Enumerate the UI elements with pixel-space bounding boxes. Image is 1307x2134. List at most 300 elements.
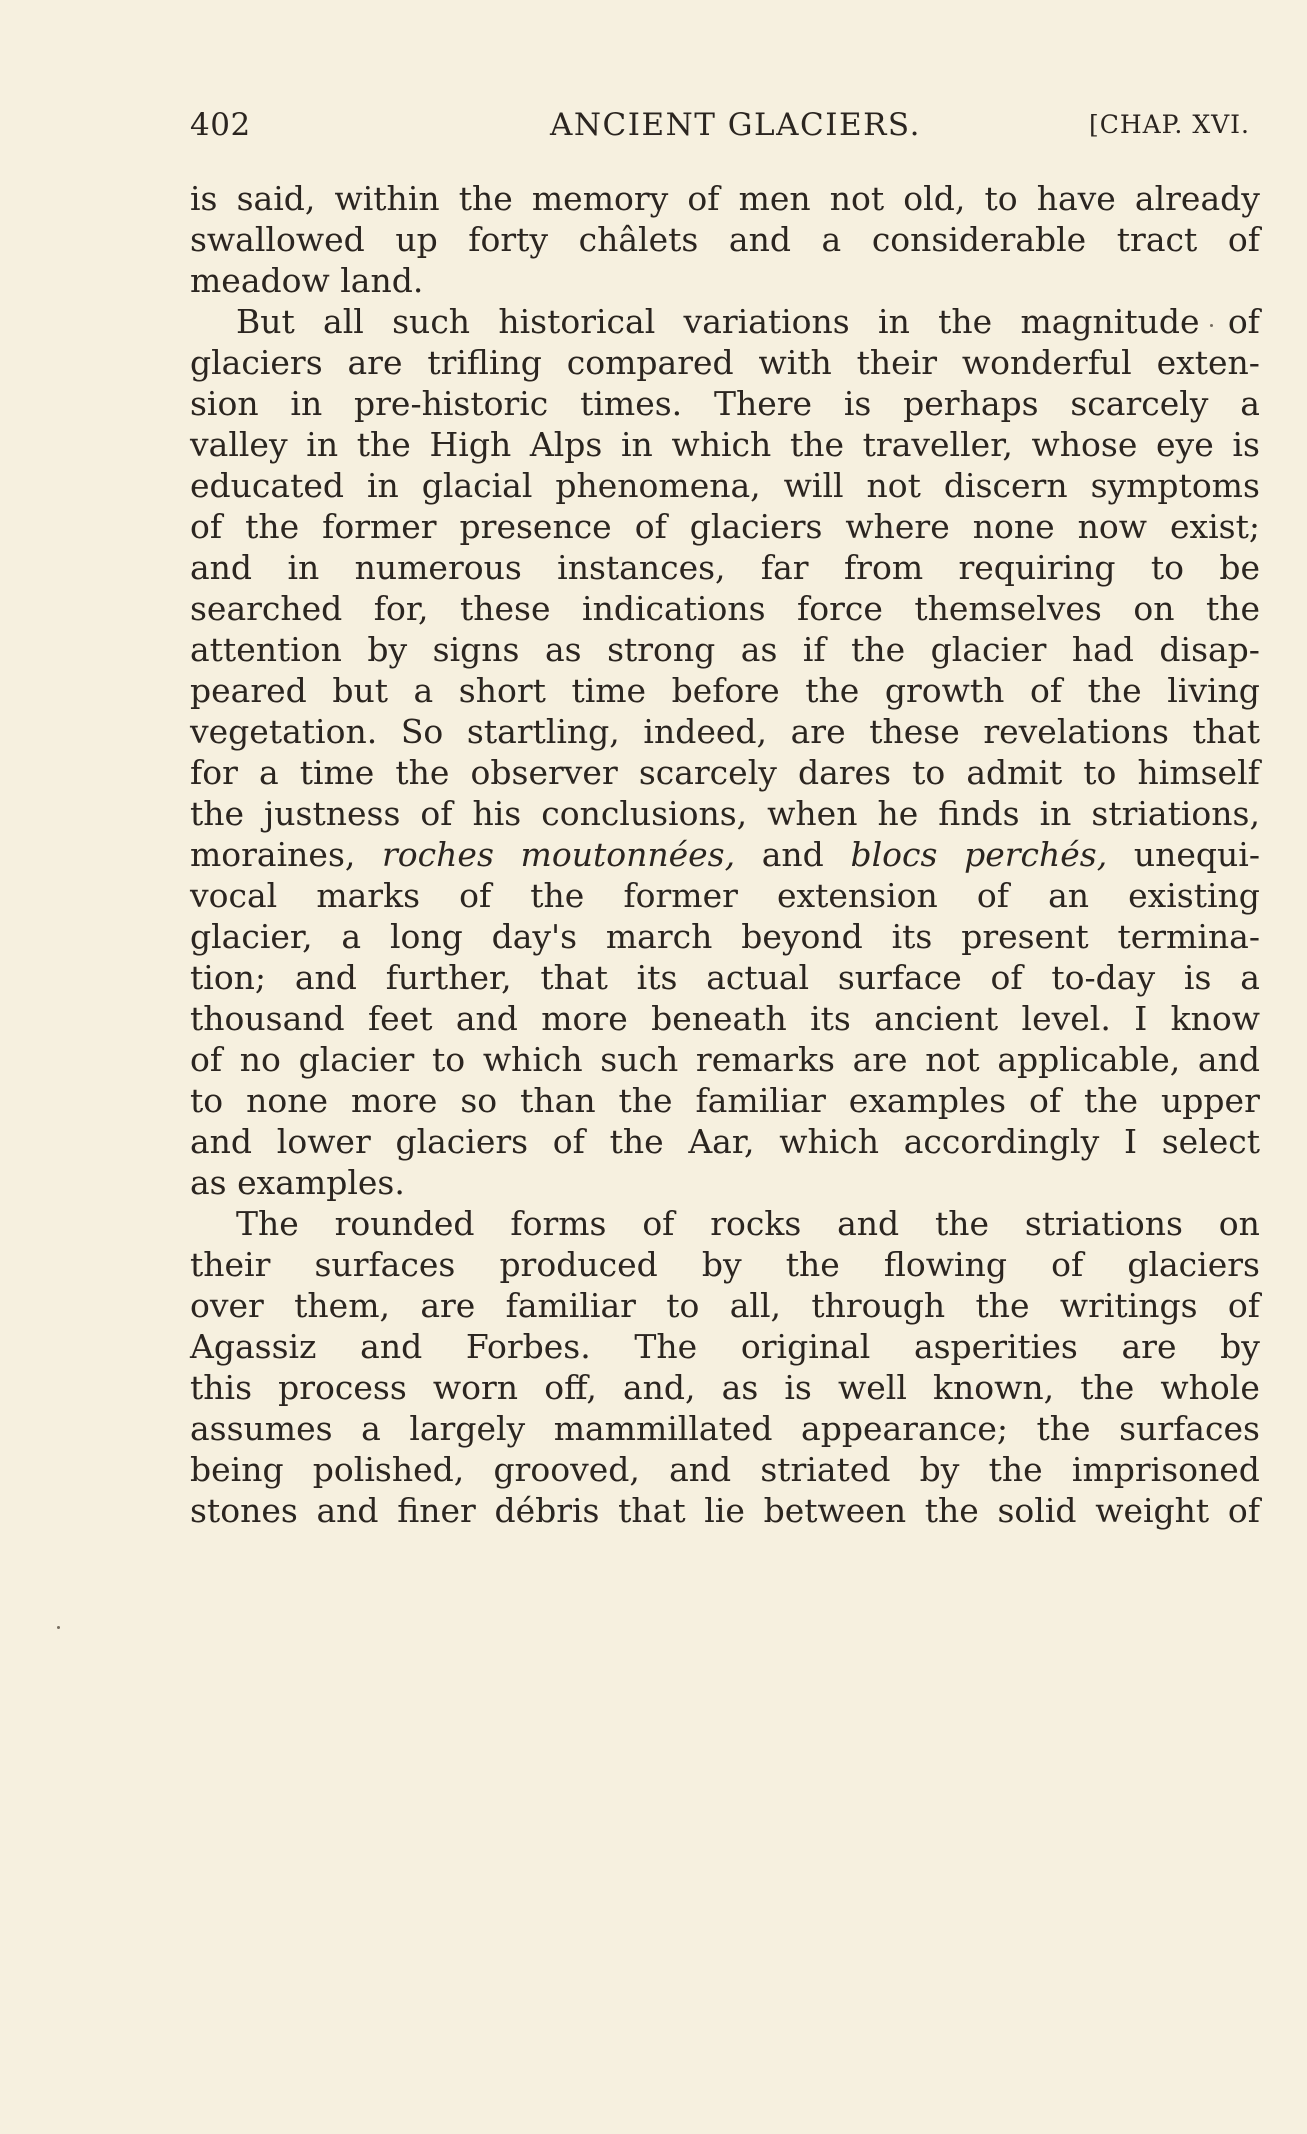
text-word: actual xyxy=(706,958,810,997)
text-word: whose xyxy=(1031,425,1138,464)
text-word: glacier, xyxy=(190,917,313,956)
text-word: and xyxy=(316,1491,379,1530)
text-word: perhaps xyxy=(903,384,1039,423)
text-word: meadow xyxy=(190,261,341,300)
text-word: numerous xyxy=(354,548,522,587)
text-word: the xyxy=(851,630,906,669)
text-word: is xyxy=(1232,425,1260,464)
text-word: asperities xyxy=(913,1327,1078,1366)
text-word: of xyxy=(642,1204,675,1243)
text-word: termina- xyxy=(1117,917,1260,956)
text-word: of xyxy=(990,958,1023,997)
text-word: in xyxy=(287,548,320,587)
text-word: dares xyxy=(797,753,892,792)
text-word: presence xyxy=(459,507,612,546)
text-word: débris xyxy=(494,1491,600,1530)
text-word: know xyxy=(1170,999,1260,1038)
text-word: the xyxy=(1087,671,1142,710)
text-word: between xyxy=(763,1491,907,1530)
text-word: them, xyxy=(294,1286,390,1325)
text-word: familiar xyxy=(695,1081,826,1120)
text-word: none xyxy=(246,1081,328,1120)
text-word: requiring xyxy=(958,548,1116,587)
text-word: in xyxy=(290,384,323,423)
text-word: a xyxy=(258,753,279,792)
text-word: and xyxy=(1197,1040,1260,1079)
text-word: not xyxy=(866,466,921,505)
text-word: of xyxy=(634,507,667,546)
text-word: vegetation. xyxy=(190,712,378,751)
text-word: pre-historic xyxy=(354,384,549,423)
text-word: ancient xyxy=(874,999,999,1038)
text-word: observer xyxy=(470,753,618,792)
text-word: the xyxy=(975,1286,1030,1325)
text-word: if xyxy=(802,630,826,669)
text-word: original xyxy=(740,1327,871,1366)
text-word: a xyxy=(821,220,842,259)
text-word: grooved, xyxy=(493,1450,640,1489)
text-word: surfaces xyxy=(314,1245,456,1284)
text-word: are xyxy=(790,712,846,751)
page-number: 402 xyxy=(190,107,251,143)
text-word: imprisoned xyxy=(1071,1450,1260,1489)
text-word: to-day xyxy=(1051,958,1156,997)
text-word: former xyxy=(623,876,738,915)
text-word: not xyxy=(829,179,885,218)
text-word: glacier xyxy=(298,1040,415,1079)
text-word: and xyxy=(728,220,791,259)
text-word: châlets xyxy=(578,220,699,259)
text-word: up xyxy=(395,220,438,259)
text-word: are xyxy=(347,343,403,382)
text-word: wonderful xyxy=(961,343,1132,382)
text-word: more xyxy=(350,1081,438,1120)
text-word: now xyxy=(1077,507,1147,546)
text-word: applicable, xyxy=(997,1040,1181,1079)
text-word: traveller, xyxy=(862,425,1013,464)
text-word: the xyxy=(988,1450,1043,1489)
text-word: thousand xyxy=(190,999,345,1038)
text-word: in xyxy=(366,466,399,505)
text-word: glacial xyxy=(421,466,533,505)
text-word: indeed, xyxy=(643,712,768,751)
text-word: polished, xyxy=(312,1450,465,1489)
text-word: on xyxy=(1218,1204,1260,1243)
text-word: Alps xyxy=(529,425,603,464)
text-word: far xyxy=(760,548,809,587)
text-word: the xyxy=(458,179,513,218)
text-word: to xyxy=(912,753,946,792)
text-word: old, xyxy=(903,179,966,218)
text-word: valley xyxy=(190,425,288,464)
text-word: in xyxy=(306,425,339,464)
running-title: ANCIENT GLACIERS. xyxy=(550,107,921,143)
text-word: to xyxy=(1083,753,1117,792)
text-word: their xyxy=(190,1245,271,1284)
text-word: blocs xyxy=(850,835,938,874)
text-word: of xyxy=(1227,1491,1260,1530)
text-word: of xyxy=(976,876,1009,915)
text-word: But xyxy=(236,302,295,341)
text-word: trifling xyxy=(427,343,542,382)
text-word: admit xyxy=(966,753,1063,792)
text-word: stones xyxy=(190,1491,298,1530)
text-word: with xyxy=(758,343,832,382)
text-word: Aar, xyxy=(688,1122,755,1161)
text-word: surface xyxy=(837,958,962,997)
text-word: I xyxy=(1134,999,1148,1038)
text-word: swallowed xyxy=(190,220,365,259)
text-word: and xyxy=(294,958,357,997)
scan-speck xyxy=(1210,324,1213,327)
text-word: themselves xyxy=(914,589,1102,628)
text-word: all, xyxy=(729,1286,781,1325)
text-word: its xyxy=(891,917,933,956)
text-word: to xyxy=(190,1081,224,1120)
text-word: none xyxy=(972,507,1055,546)
text-word: the xyxy=(789,425,844,464)
text-word: which xyxy=(671,425,772,464)
text-word: of xyxy=(420,794,453,833)
text-word: are xyxy=(1121,1327,1177,1366)
text-word: but xyxy=(332,671,388,710)
text-word: be xyxy=(1219,548,1260,587)
text-word: as xyxy=(190,1163,238,1202)
text-word: vocal xyxy=(190,876,278,915)
text-word: its xyxy=(636,958,678,997)
text-word: growth xyxy=(884,671,1005,710)
text-word: level. xyxy=(1021,999,1111,1038)
text-word: of xyxy=(1227,1286,1260,1325)
text-word: day's xyxy=(491,917,578,956)
text-word: perchés, xyxy=(964,835,1108,874)
text-word: lower xyxy=(276,1122,371,1161)
text-word: the xyxy=(805,671,860,710)
text-word: and xyxy=(190,1122,253,1161)
text-word: beneath xyxy=(651,999,787,1038)
text-word: striations xyxy=(1024,1204,1183,1243)
text-word: moutonnées, xyxy=(520,835,736,874)
text-word: glaciers xyxy=(395,1122,529,1161)
text-word: in xyxy=(878,302,910,341)
text-word: sion xyxy=(190,384,259,423)
text-word: through xyxy=(811,1286,946,1325)
text-word: tract xyxy=(1116,220,1198,259)
text-word: to xyxy=(431,1040,466,1079)
text-word: land. xyxy=(340,261,424,300)
text-word: all xyxy=(323,302,364,341)
text-word: The xyxy=(236,1204,299,1243)
text-word: men xyxy=(738,179,811,218)
text-word: of xyxy=(190,1040,223,1079)
text-word: the xyxy=(924,1491,979,1530)
text-word: Forbes. xyxy=(465,1327,591,1366)
text-word: extension xyxy=(776,876,938,915)
text-word: is xyxy=(784,1368,812,1407)
text-word: that xyxy=(618,1491,686,1530)
text-word: a xyxy=(1240,384,1260,423)
text-word: these xyxy=(869,712,960,751)
text-word: from xyxy=(843,548,924,587)
text-word: former xyxy=(322,507,437,546)
text-word: long xyxy=(389,917,463,956)
text-word: tion; xyxy=(190,958,267,997)
text-word: within xyxy=(334,179,440,218)
text-word: have xyxy=(1036,179,1116,218)
text-word: are xyxy=(852,1040,908,1079)
text-word: educated xyxy=(190,466,344,505)
text-word: present xyxy=(961,917,1089,956)
text-word: a xyxy=(413,671,434,710)
text-word: indications xyxy=(582,589,766,628)
text-word: magnitude xyxy=(1020,302,1200,341)
text-word: of xyxy=(1227,302,1260,341)
text-word: over xyxy=(190,1286,264,1325)
text-word: scarcely xyxy=(1070,384,1209,423)
text-word: the xyxy=(938,302,993,341)
text-word: is xyxy=(843,384,872,423)
text-word: said, xyxy=(236,179,316,218)
text-word: the xyxy=(356,425,411,464)
text-word: of xyxy=(459,876,492,915)
text-word: to xyxy=(1150,548,1184,587)
text-word: no xyxy=(239,1040,281,1079)
text-word: examples xyxy=(848,1081,1007,1120)
text-word: revelations xyxy=(983,712,1169,751)
text-word: the xyxy=(609,1122,664,1161)
text-word: than xyxy=(520,1081,596,1120)
text-word: glaciers xyxy=(190,343,323,382)
text-word: forty xyxy=(468,220,549,259)
text-word: the xyxy=(190,794,245,833)
text-word: moraines, xyxy=(190,835,356,874)
scan-speck xyxy=(57,1626,60,1629)
text-word: are xyxy=(420,1286,476,1325)
page-header xyxy=(190,100,1260,150)
text-word: living xyxy=(1167,671,1260,710)
text-word: of xyxy=(1029,671,1063,710)
text-word: his xyxy=(472,794,522,833)
text-word: time xyxy=(571,671,647,710)
text-word: such xyxy=(600,1040,679,1079)
text-word: by xyxy=(919,1450,960,1489)
text-word: upper xyxy=(1161,1081,1260,1120)
text-word: familiar xyxy=(505,1286,636,1325)
text-word: So xyxy=(400,712,444,751)
text-line xyxy=(190,1482,1260,1539)
text-word: finer xyxy=(397,1491,476,1530)
text-word: finds xyxy=(938,794,1020,833)
text-word: and xyxy=(190,548,253,587)
text-word: weight xyxy=(1095,1491,1210,1530)
text-word: instances, xyxy=(557,548,726,587)
text-word: more xyxy=(541,999,628,1038)
text-word: by xyxy=(701,1245,742,1284)
text-word: for, xyxy=(373,589,429,628)
text-word: memory xyxy=(531,179,669,218)
text-word: marks xyxy=(316,876,421,915)
text-word: as xyxy=(740,630,778,669)
text-word: these xyxy=(460,589,551,628)
text-word: time xyxy=(299,753,375,792)
text-word: and xyxy=(761,835,824,874)
text-word: the xyxy=(935,1204,990,1243)
text-word: that xyxy=(540,958,608,997)
text-word: glaciers xyxy=(1127,1245,1260,1284)
text-word: discern xyxy=(943,466,1068,505)
text-word: of xyxy=(552,1122,585,1161)
text-word: such xyxy=(392,302,471,341)
text-word: of xyxy=(1227,220,1260,259)
text-word: flowing xyxy=(883,1245,1007,1284)
text-word: the xyxy=(785,1245,840,1284)
text-word: already xyxy=(1134,179,1260,218)
text-word: conclusions, xyxy=(541,794,748,833)
chapter-reference: [CHAP. XVI. xyxy=(1088,110,1250,139)
text-word: the xyxy=(530,876,585,915)
text-word: startling, xyxy=(466,712,620,751)
text-word: the xyxy=(1205,589,1260,628)
text-word: striations, xyxy=(1091,794,1260,833)
text-word: examples. xyxy=(237,1163,405,1202)
text-word: to xyxy=(666,1286,700,1325)
text-word: symptoms xyxy=(1090,466,1260,505)
text-word: to xyxy=(984,179,1018,218)
text-word: by xyxy=(367,630,408,669)
text-word: exten- xyxy=(1156,343,1260,382)
text-word: the xyxy=(1084,1081,1139,1120)
text-word: force xyxy=(797,589,883,628)
text-word: exist; xyxy=(1169,507,1260,546)
text-word: which xyxy=(482,1040,583,1079)
text-word: remarks xyxy=(695,1040,835,1079)
text-word: in xyxy=(1039,794,1072,833)
text-word: of xyxy=(687,179,720,218)
text-word: mammillated xyxy=(553,1409,773,1448)
text-word: march xyxy=(605,917,713,956)
text-word: forms xyxy=(510,1204,607,1243)
text-word: a xyxy=(341,917,362,956)
text-word: The xyxy=(634,1327,698,1366)
text-word: before xyxy=(671,671,780,710)
text-word: feet xyxy=(367,999,433,1038)
text-word: appearance; xyxy=(801,1409,1009,1448)
text-word: being xyxy=(190,1450,284,1489)
text-word: I xyxy=(1123,1122,1137,1161)
text-word: variations xyxy=(683,302,850,341)
text-word: which xyxy=(779,1122,879,1161)
text-word: There xyxy=(713,384,813,423)
text-word: and xyxy=(837,1204,900,1243)
text-word: times. xyxy=(580,384,683,423)
text-word: justness xyxy=(264,794,401,833)
text-word: largely xyxy=(409,1409,526,1448)
text-word: Agassiz xyxy=(190,1327,317,1366)
text-word: accordingly xyxy=(903,1122,1100,1161)
text-word: process xyxy=(278,1368,407,1407)
text-word: where xyxy=(845,507,950,546)
text-word: known, xyxy=(933,1368,1055,1407)
text-word: short xyxy=(458,671,546,710)
text-word: strong xyxy=(607,630,716,669)
text-word: not xyxy=(925,1040,980,1079)
text-word: select xyxy=(1161,1122,1260,1161)
text-word: peared xyxy=(190,671,307,710)
text-word: searched xyxy=(190,589,343,628)
text-word: and xyxy=(455,999,518,1038)
text-word: had xyxy=(1071,630,1134,669)
text-word: striated xyxy=(760,1450,891,1489)
text-word: assumes xyxy=(190,1409,333,1448)
text-word: that xyxy=(1192,712,1260,751)
text-word: will xyxy=(783,466,844,505)
text-word: as xyxy=(721,1368,759,1407)
text-word: of xyxy=(190,507,223,546)
text-word: on xyxy=(1133,589,1175,628)
text-word: produced xyxy=(499,1245,658,1284)
text-word: whole xyxy=(1160,1368,1260,1407)
text-word: an xyxy=(1048,876,1089,915)
text-word: and, xyxy=(622,1368,696,1407)
text-word: a xyxy=(361,1409,381,1448)
text-word: eye xyxy=(1156,425,1214,464)
text-word: surfaces xyxy=(1119,1409,1260,1448)
text-word: the xyxy=(395,753,450,792)
text-word: the xyxy=(1080,1368,1135,1407)
text-word: in xyxy=(621,425,653,464)
text-word: is xyxy=(190,179,218,218)
text-word: historical xyxy=(498,302,656,341)
text-word: glacier xyxy=(930,630,1047,669)
text-word: of xyxy=(1029,1081,1062,1120)
text-word: further, xyxy=(385,958,512,997)
text-word: solid xyxy=(997,1491,1077,1530)
text-word: himself xyxy=(1137,753,1260,792)
text-word: scarcely xyxy=(638,753,777,792)
text-word: its xyxy=(810,999,851,1038)
text-word: considerable xyxy=(871,220,1087,259)
text-word: so xyxy=(460,1081,498,1120)
text-word: the xyxy=(1036,1409,1091,1448)
text-word: the xyxy=(245,507,300,546)
text-word: phenomena, xyxy=(555,466,761,505)
body-text xyxy=(190,170,1260,2070)
text-word: writings xyxy=(1059,1286,1198,1325)
text-word: a xyxy=(1240,958,1260,997)
text-word: and xyxy=(360,1327,423,1366)
text-word: existing xyxy=(1128,876,1260,915)
text-word: and xyxy=(669,1450,732,1489)
text-word: by xyxy=(1220,1327,1260,1366)
text-word: rounded xyxy=(334,1204,475,1243)
text-word: lie xyxy=(704,1491,745,1530)
text-word: as xyxy=(544,630,582,669)
text-word: roches xyxy=(382,835,494,874)
text-word: glaciers xyxy=(689,507,823,546)
text-word: of xyxy=(1051,1245,1084,1284)
text-word: this xyxy=(190,1368,253,1407)
text-word: signs xyxy=(432,630,520,669)
text-word: unequi- xyxy=(1133,835,1260,874)
text-word: rocks xyxy=(710,1204,802,1243)
text-word: beyond xyxy=(741,917,863,956)
text-word: worn xyxy=(432,1368,519,1407)
text-word: off, xyxy=(544,1368,597,1407)
text-word: High xyxy=(429,425,512,464)
text-word: the xyxy=(618,1081,673,1120)
text-word: their xyxy=(856,343,938,382)
text-word: for xyxy=(190,753,238,792)
